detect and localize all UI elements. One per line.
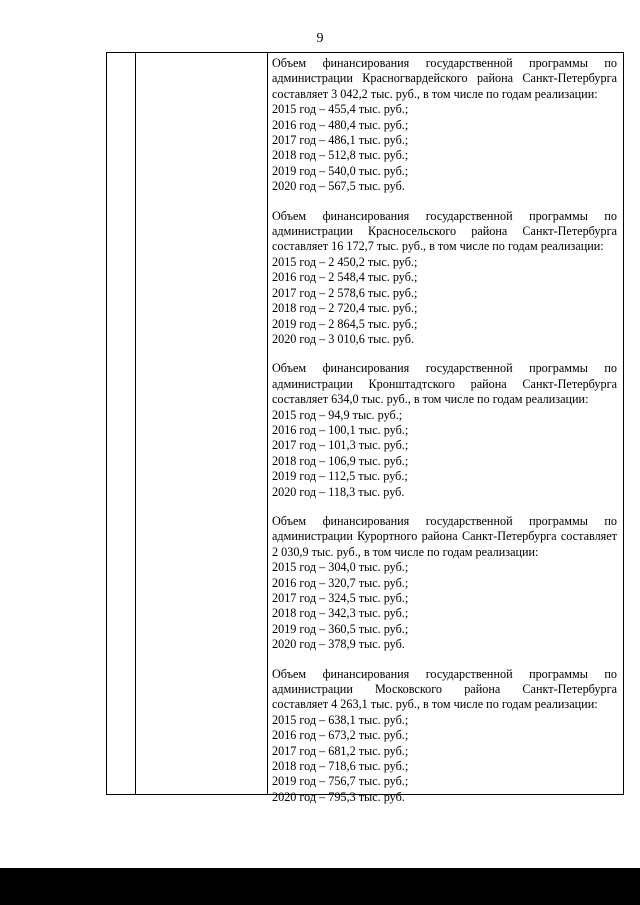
year-line: 2018 год – 106,9 тыс. руб.; <box>272 453 409 468</box>
page-number: 9 <box>316 31 324 46</box>
year-line: 2020 год – 3 010,6 тыс. руб. <box>272 331 414 346</box>
financing-block-kronshtadtsky <box>272 361 617 500</box>
year-line: 2015 год – 2 450,2 тыс. руб.; <box>272 254 418 269</box>
scan-bottom-border <box>0 868 640 905</box>
year-line: 2019 год – 2 864,5 тыс. руб.; <box>272 316 418 331</box>
financing-paragraph: Объем финансирования государственной программы по администрации Красносельского района Санкт-Петербурга составляет 16 172,7 тыс. руб., в том числе по годам реализации: <box>272 208 617 254</box>
financing-block-kurortny <box>272 514 617 653</box>
financing-content <box>272 56 617 819</box>
financing-block-krasnogvardeysky <box>272 56 617 195</box>
year-line: 2015 год – 638,1 тыс. руб.; <box>272 712 409 727</box>
year-line: 2016 год – 320,7 тыс. руб.; <box>272 575 409 590</box>
financing-paragraph: Объем финансирования государственной программы по администрации Красногвардейского района Санкт-Петербурга составляет 3 042,2 тыс. руб., в том числе по годам реализации: <box>272 56 617 101</box>
column-divider <box>135 53 136 794</box>
financing-block-krasnoselsky <box>272 209 617 348</box>
year-line: 2015 год – 304,0 тыс. руб.; <box>272 560 409 575</box>
year-line: 2017 год – 324,5 тыс. руб.; <box>272 591 409 605</box>
year-line: 2016 год – 480,4 тыс. руб.; <box>272 117 409 132</box>
year-line: 2017 год – 681,2 тыс. руб.; <box>272 743 409 758</box>
year-line: 2015 год – 455,4 тыс. руб.; <box>272 102 409 117</box>
year-line: 2016 год – 100,1 тыс. руб.; <box>272 422 409 437</box>
column-divider <box>267 53 268 794</box>
year-line: 2015 год – 94,9 тыс. руб.; <box>272 407 403 422</box>
year-line: 2018 год – 342,3 тыс. руб.; <box>272 606 409 621</box>
financing-paragraph: Объем финансирования государственной программы по администрации Кронштадтского района Санкт-Петербурга составляет 634,0 тыс. руб., в том числе по годам реализации: <box>272 361 617 407</box>
financing-block-moskovsky <box>272 667 617 806</box>
financing-paragraph: Объем финансирования государственной программы по администрации Московского района Санкт-Петербурга составляет 4 263,1 тыс. руб., в том числе по годам реализации: <box>272 666 617 712</box>
financing-paragraph: Объем финансирования государственной программы по администрации Курортного района Санкт-Петербурга составляет 2 030,9 тыс. руб., в том числе по годам реализации: <box>272 513 617 559</box>
year-line: 2020 год – 118,3 тыс. руб. <box>272 484 405 499</box>
year-line: 2018 год – 718,6 тыс. руб.; <box>272 759 409 774</box>
year-line: 2017 год – 101,3 тыс. руб.; <box>272 438 409 453</box>
year-line: 2017 год – 2 578,6 тыс. руб.; <box>272 285 418 300</box>
year-line: 2016 год – 673,2 тыс. руб.; <box>272 728 409 743</box>
year-line: 2019 год – 756,7 тыс. руб.; <box>272 774 409 789</box>
year-line: 2020 год – 795,3 тыс. руб. <box>272 789 405 804</box>
year-line: 2018 год – 2 720,4 тыс. руб.; <box>272 301 418 316</box>
year-line: 2017 год – 486,1 тыс. руб.; <box>272 133 409 148</box>
year-line: 2019 год – 540,0 тыс. руб.; <box>272 163 409 178</box>
year-line: 2019 год – 360,5 тыс. руб.; <box>272 621 409 636</box>
year-line: 2020 год – 567,5 тыс. руб. <box>272 179 405 194</box>
year-line: 2020 год – 378,9 тыс. руб. <box>272 637 405 652</box>
year-line: 2019 год – 112,5 тыс. руб.; <box>272 469 408 484</box>
year-line: 2018 год – 512,8 тыс. руб.; <box>272 148 409 163</box>
year-line: 2016 год – 2 548,4 тыс. руб.; <box>272 270 418 285</box>
